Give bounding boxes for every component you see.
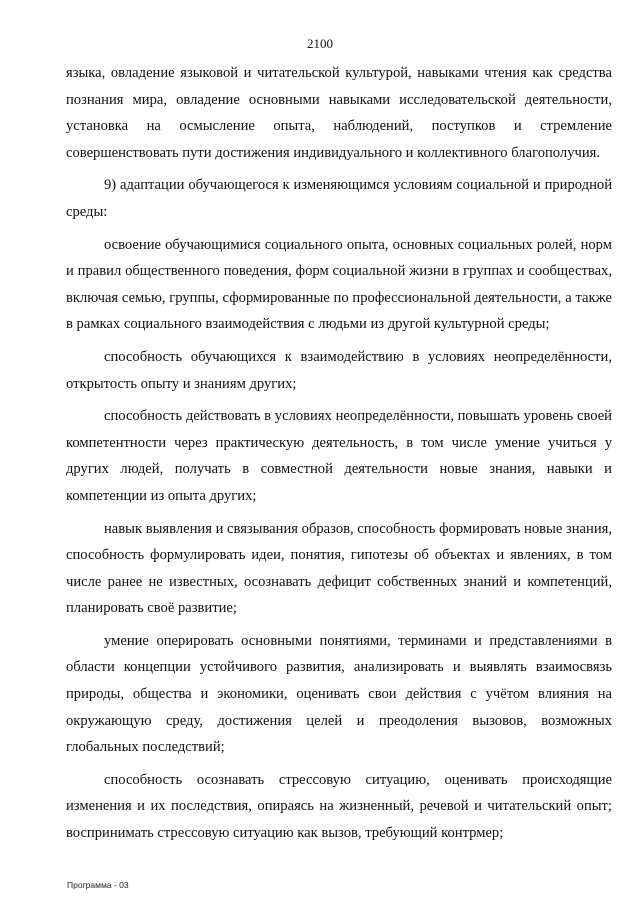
page-number: 2100 <box>307 36 333 51</box>
footer-program-code: Программа - 03 <box>67 880 129 890</box>
paragraph-continuation: языка, овладение языковой и читательской культурой, навыками чтения как средства познания мира, овладение основными навыками исследовательской деятельности, установка на осмысление опыта, наблюдений, поступков и стремление совершенствовать пути достижения индивидуального и коллективного благополучия. <box>66 65 612 161</box>
paragraph-interaction-ability: способность обучающихся к взаимодействию в условиях неопределённости, открытость опыту и знаниям других; <box>66 348 612 392</box>
paragraph-sustainable-development: умение оперировать основными понятиями, терминами и представлениями в области концепции устойчивого развития, анализировать и выявлять взаимосвязь природы, общества и экономики, оценивать свои действия с учётом влияния на окружающую среду, достижения целей и преодоления вызовов, возможных глобальных последствий; <box>66 632 612 756</box>
paragraph-social-experience: освоение обучающимися социального опыта, основных социальных ролей, норм и правил общественного поведения, форм социальной жизни в группах и сообществах, включая семью, группы, сформированные по профессиональной деятельности, а также в рамках социального взаимодействия с людьми из другой культурной среды; <box>66 236 612 333</box>
paragraph-image-skills: навык выявления и связывания образов, способность формировать новые знания, способность формулировать идеи, понятия, гипотезы об объектах и явлениях, в том числе ранее не известных, осознавать дефицит собственных знаний и компетенций, планировать своё развитие; <box>66 520 612 617</box>
document-body <box>66 60 612 847</box>
paragraph-item-9-heading: 9) адаптации обучающегося к изменяющимся условиям социальной и природной среды: <box>66 177 612 220</box>
paragraph-uncertainty-action: способность действовать в условиях неопределённости, повышать уровень своей компетентности через практическую деятельность, в том числе умение учиться у других людей, получать в совместной деятельности новые знания, навыки и компетенции из опыта других; <box>66 408 612 504</box>
paragraph-stress-situation: способность осознавать стрессовую ситуацию, оценивать происходящие изменения и их последствия, опираясь на жизненный, речевой и читательский опыт; воспринимать стрессовую ситуацию как вызов, требующий контрмер; <box>66 771 612 842</box>
